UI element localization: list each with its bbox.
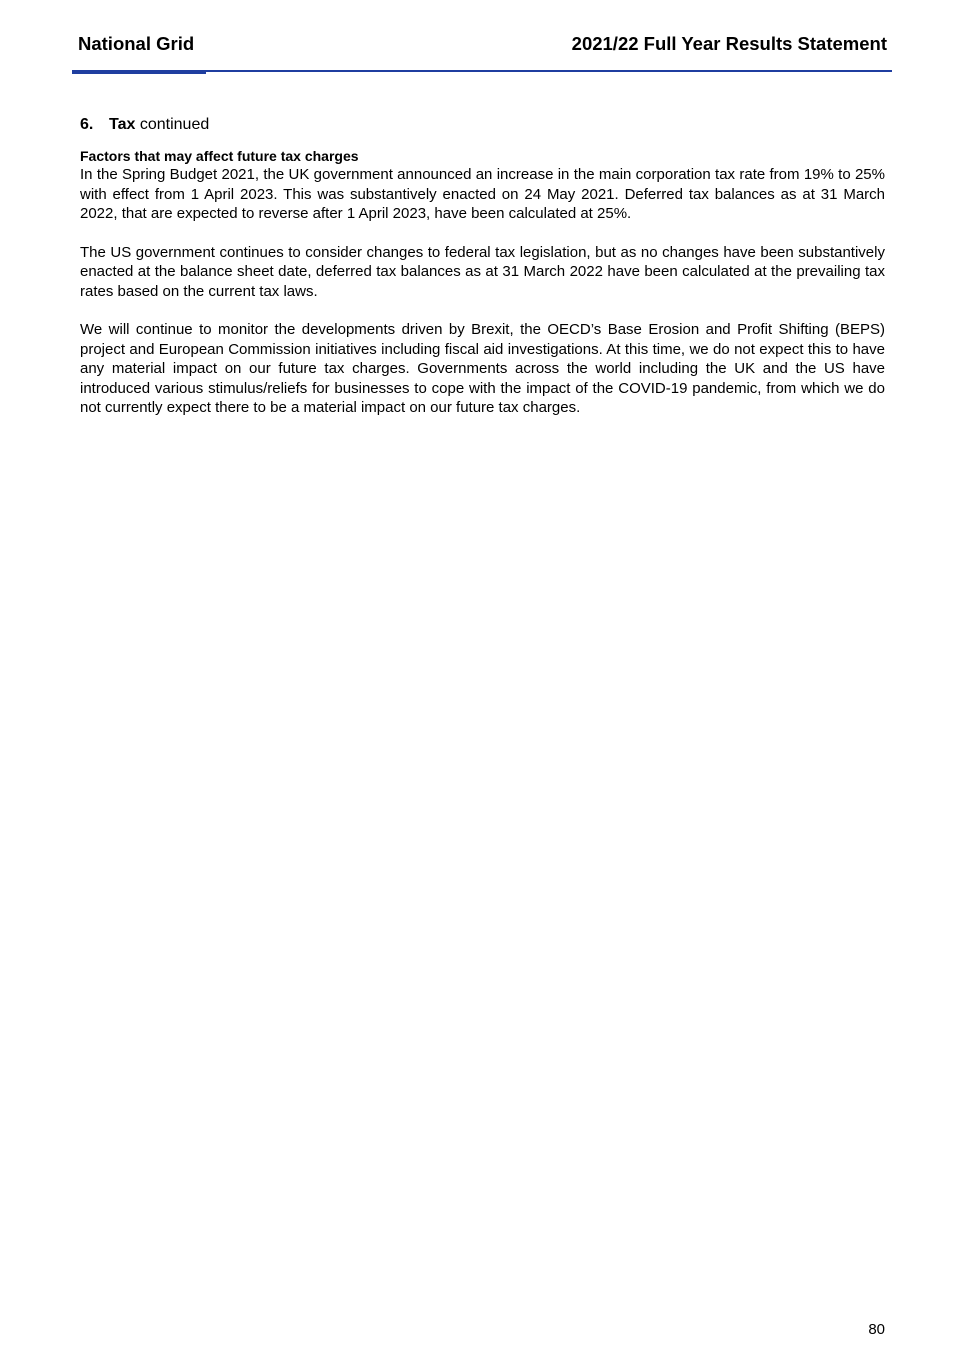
subheading: Factors that may affect future tax charges bbox=[80, 148, 359, 164]
section-suffix: continued bbox=[139, 116, 210, 133]
company-name: National Grid bbox=[78, 33, 195, 54]
page-header bbox=[72, 33, 892, 57]
section-number: 6. bbox=[80, 116, 94, 133]
document-title: 2021/22 Full Year Results Statement bbox=[571, 33, 887, 54]
paragraph: The US government continues to consider changes to federal tax legislation, but as no changes have been substantively enacted at the balance sheet date, deferred tax balances as at 31 March 2022 have been calculated at the prevailing tax rates based on the current tax laws. bbox=[80, 243, 885, 300]
section-title: Tax bbox=[109, 116, 136, 133]
paragraph: We will continue to monitor the developments driven by Brexit, the OECD’s Base Erosion and Profit Shifting (BEPS) project and European Commission initiatives including fiscal aid investigations. At this time, we do not expect this to have any material impact on our future tax charges. Governments across the world including the UK and the US have introduced various stimulus/reliefs for businesses to cope with the impact of the COVID-19 pandemic, from which we do not currently expect there to be a material impact on our future tax charges. bbox=[80, 321, 885, 416]
main-content bbox=[80, 115, 885, 437]
section-heading bbox=[80, 115, 885, 135]
page-number: 80 bbox=[868, 1321, 885, 1338]
header-accent-bar bbox=[72, 70, 206, 74]
paragraph: In the Spring Budget 2021, the UK government announced an increase in the main corporation tax rate from 19% to 25% with effect from 1 April 2023. This was substantively enacted on 24 May 2021. Deferred tax balances as at 31 March 2022, that are expected to reverse after 1 April 2023, have been calculated at 25%. bbox=[80, 166, 885, 222]
